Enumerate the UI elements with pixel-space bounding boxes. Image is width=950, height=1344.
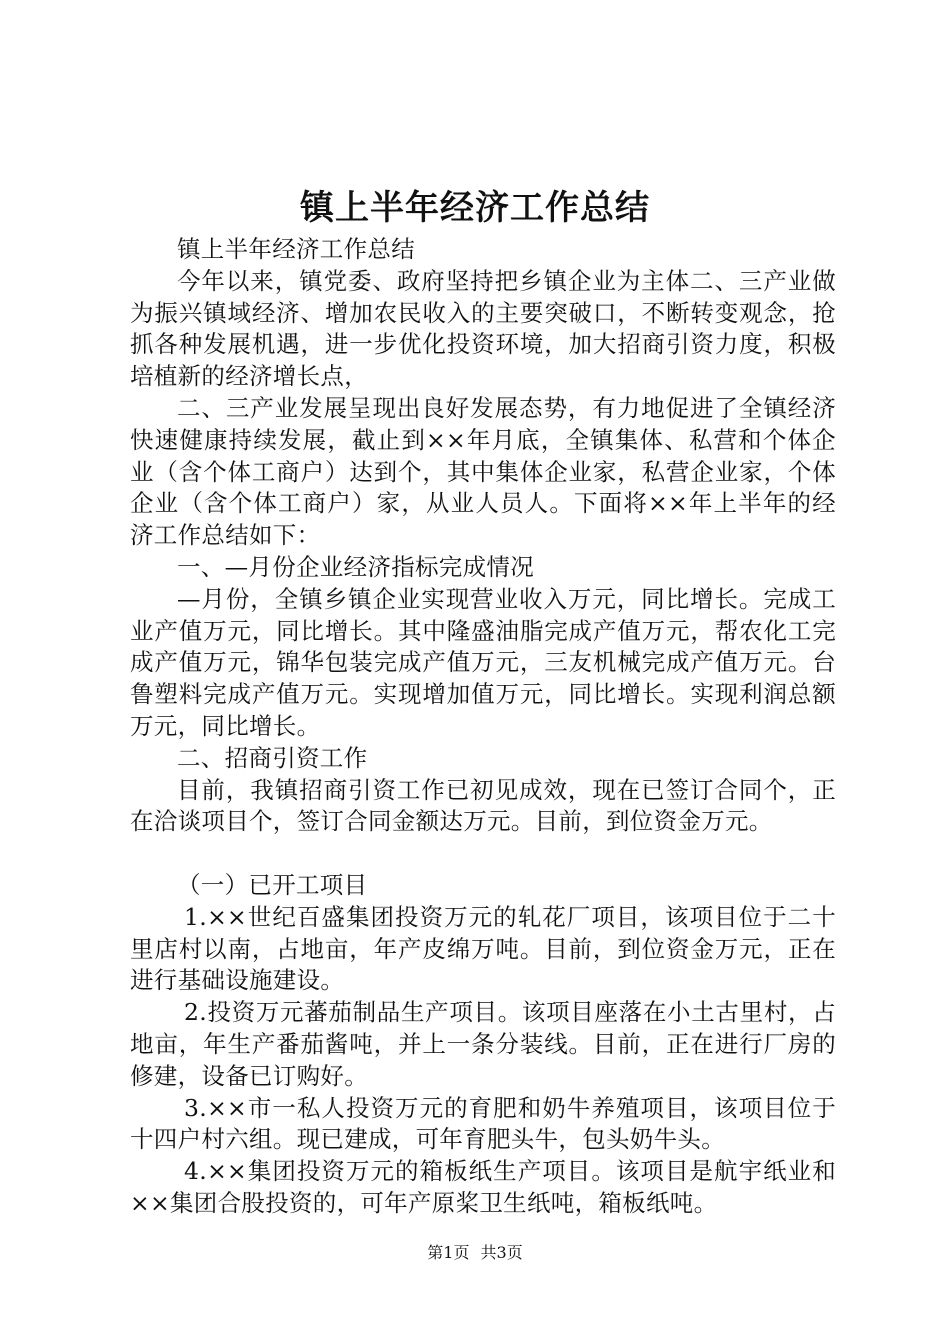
document-body <box>130 234 836 1220</box>
project-item: 3.××市一私人投资万元的育肥和奶牛养殖项目，该项目位于十四户村六组。现已建成，可年育肥头牛，包头奶牛头。 <box>130 1093 836 1154</box>
project-item: 1.××世纪百盛集团投资万元的轧花厂项目，该项目位于二十里店村以南，占地亩，年产皮绵万吨。目前，到位资金万元，正在进行基础设施建设。 <box>130 902 836 995</box>
paragraph-investment: 目前，我镇招商引资工作已初见成效，现在已签订合同个，正在洽谈项目个，签订合同金额达万元。目前，到位资金万元。 <box>130 775 836 836</box>
section-heading-indicators: 一、—月份企业经济指标完成情况 <box>177 552 534 581</box>
paragraph-subtitle: 镇上半年经济工作总结 <box>177 235 415 263</box>
document-title: 镇上半年经济工作总结 <box>300 188 650 228</box>
paragraph-indicators: —月份，全镇乡镇企业实现营业收入万元，同比增长。完成工业产值万元，同比增长。其中隆盛油脂完成产值万元，帮农化工完成产值万元，锦华包装完成产值万元，三友机械完成产值万元。台鲁塑料完成产值万元。实现增加值万元，同比增长。实现利润总额万元，同比增长。 <box>130 584 836 740</box>
section-heading-investment: 二、招商引资工作 <box>177 743 368 772</box>
subsection-heading-started-projects: （一）已开工项目 <box>177 870 368 899</box>
project-item: 2.投资万元蕃茄制品生产项目。该项目座落在小土古里村，占地亩，年生产番茄酱吨，并上一条分装线。目前，正在进行厂房的修建，设备已订购好。 <box>130 998 836 1090</box>
page-number: 第1页 共3页 <box>427 1243 523 1262</box>
project-item: 4.××集团投资万元的箱板纸生产项目。该项目是航宇纸业和××集团合股投资的，可年产原桨卫生纸吨，箱板纸吨。 <box>130 1157 836 1217</box>
paragraph-intro: 今年以来，镇党委、政府坚持把乡镇企业为主体二、三产业做为振兴镇域经济、增加农民收入的主要突破口，不断转变观念，抢抓各种发展机遇，进一步优化投资环境，加大招商引资力度，积极培植新的经济增长点， <box>130 266 836 391</box>
paragraph-development: 二、三产业发展呈现出良好发展态势，有力地促进了全镇经济快速健康持续发展，截止到××年月底，全镇集体、私营和个体企业（含个体工商户）达到个，其中集体企业家，私营企业家，个体企业（含个体工商户）家，从业人员人。下面将××年上半年的经济工作总结如下： <box>130 393 836 550</box>
blank-line <box>130 838 836 870</box>
